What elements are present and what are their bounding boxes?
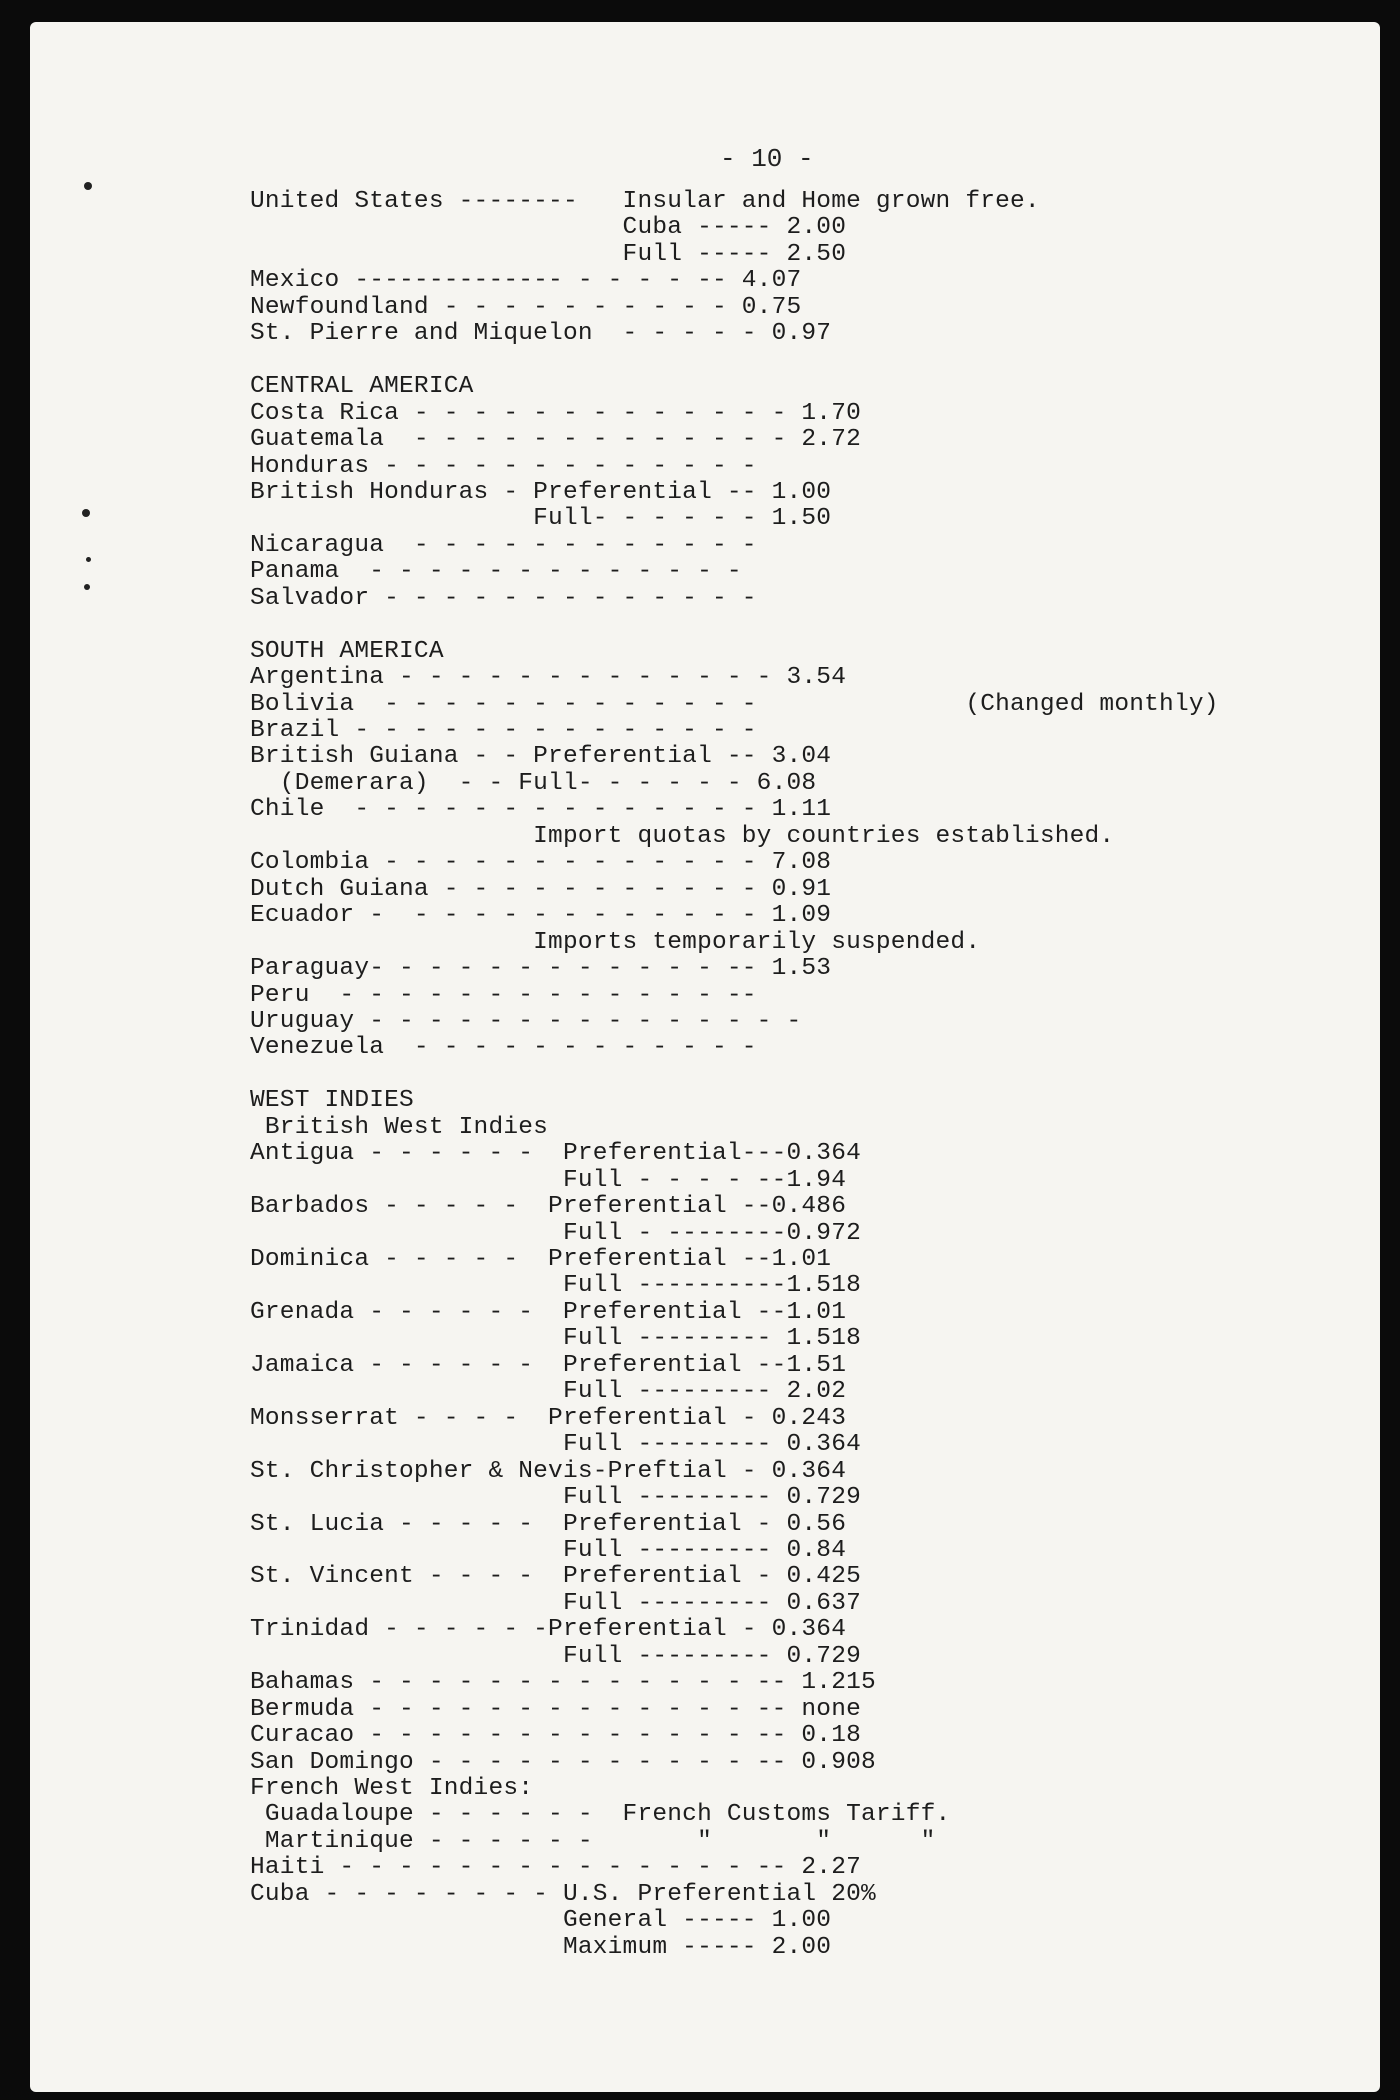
text-line: Full --------- 1.518 [250, 1325, 861, 1353]
text-line: Import quotas by countries established. [250, 822, 1115, 850]
text-line: Cuba - - - - - - - - U.S. Preferential 20% [250, 1880, 876, 1908]
text-line: Dutch Guiana - - - - - - - - - - - 0.91 [250, 875, 832, 903]
text-line: Full - --------0.972 [250, 1219, 861, 1247]
margin-mark [84, 584, 90, 590]
text-line: (Demerara) - - Full- - - - - - 6.08 [250, 769, 817, 797]
margin-mark [82, 509, 90, 517]
text-line: Chile - - - - - - - - - - - - - - 1.11 [250, 796, 832, 824]
text-line: Uruguay - - - - - - - - - - - - - - - [250, 1007, 802, 1035]
text-line: Haiti - - - - - - - - - - - - - - -- 2.27 [250, 1854, 861, 1882]
text-line: French West Indies: [250, 1775, 534, 1802]
text-line: Colombia - - - - - - - - - - - - - 7.08 [250, 849, 832, 877]
text-line: Curacao - - - - - - - - - - - - - -- 0.18 [250, 1722, 861, 1750]
text-line: Bermuda - - - - - - - - - - - - - -- none [250, 1695, 861, 1723]
text-line: Full ----- 2.50 [250, 240, 847, 268]
text-line: United States -------- Insular and Home grown free. [250, 188, 1040, 215]
text-line: St. Christopher & Nevis-Preftial - 0.364 [250, 1457, 847, 1485]
text-line: Full --------- 2.02 [250, 1378, 847, 1406]
text-line: Martinique - - - - - - " " " [250, 1827, 936, 1855]
text-line: British Guiana - - Preferential -- 3.04 [250, 743, 832, 771]
text-line: Full --------- 0.729 [250, 1642, 861, 1670]
text-line: Full --------- 0.637 [250, 1589, 861, 1617]
text-line: Newfoundland - - - - - - - - - - 0.75 [250, 293, 802, 321]
text-line: Peru - - - - - - - - - - - - - -- [250, 981, 757, 1009]
page-number: - 10 - [720, 144, 814, 174]
text-line: Cuba ----- 2.00 [250, 214, 847, 242]
text-line: Imports temporarily suspended. [250, 928, 981, 956]
text-line: Full ----------1.518 [250, 1272, 861, 1300]
text-line: Panama - - - - - - - - - - - - - [250, 558, 742, 586]
text-line: Mexico -------------- - - - - -- 4.07 [250, 267, 802, 295]
text-line: Argentina - - - - - - - - - - - - - 3.54 [250, 664, 847, 692]
text-line: Antigua - - - - - - Preferential---0.364 [250, 1140, 861, 1168]
text-line: SOUTH AMERICA [250, 637, 444, 665]
text-line: British Honduras - Preferential -- 1.00 [250, 478, 832, 506]
text-line: St. Vincent - - - - Preferential - 0.425 [250, 1563, 861, 1591]
text-line: Ecuador - - - - - - - - - - - - - 1.09 [250, 902, 832, 930]
text-line: Guatemala - - - - - - - - - - - - - 2.72 [250, 426, 861, 454]
text-line: Nicaragua - - - - - - - - - - - - [250, 531, 757, 559]
text-line: Venezuela - - - - - - - - - - - - [250, 1034, 757, 1062]
text-line: Bolivia - - - - - - - - - - - - - (Changed monthly) [250, 690, 1219, 718]
text-line: Salvador - - - - - - - - - - - - - [250, 584, 757, 612]
text-line: St. Pierre and Miquelon - - - - - 0.97 [250, 320, 832, 348]
text-line: Full --------- 0.84 [250, 1536, 847, 1564]
text-line: Full --------- 0.364 [250, 1431, 861, 1459]
text-line: General ----- 1.00 [250, 1907, 832, 1935]
text-line: British West Indies [250, 1113, 549, 1141]
text-line: Trinidad - - - - - -Preferential - 0.364 [250, 1616, 847, 1644]
text-line: WEST INDIES [250, 1087, 414, 1115]
tariff-list [30, 22, 1380, 2092]
text-line: Monsserrat - - - - Preferential - 0.243 [250, 1404, 847, 1432]
text-line: Jamaica - - - - - - Preferential --1.51 [250, 1351, 847, 1379]
document-page [30, 22, 1380, 2092]
text-line: Grenada - - - - - - Preferential --1.01 [250, 1298, 847, 1326]
text-line: Maximum ----- 2.00 [250, 1933, 832, 1961]
text-line: Brazil - - - - - - - - - - - - - - [250, 717, 757, 744]
text-line: Guadaloupe - - - - - - French Customs Tariff. [250, 1801, 951, 1829]
text-line: Paraguay- - - - - - - - - - - - -- 1.53 [250, 955, 832, 983]
text-line: San Domingo - - - - - - - - - - - -- 0.908 [250, 1748, 876, 1776]
margin-mark [86, 557, 91, 562]
text-line: Bahamas - - - - - - - - - - - - - -- 1.215 [250, 1669, 876, 1697]
text-line: Full- - - - - - 1.50 [250, 505, 832, 533]
text-line: Dominica - - - - - Preferential --1.01 [250, 1246, 832, 1273]
text-line: Costa Rica - - - - - - - - - - - - - 1.70 [250, 399, 861, 427]
text-line: Honduras - - - - - - - - - - - - - [250, 452, 757, 480]
text-line: Full --------- 0.729 [250, 1484, 861, 1512]
text-line: CENTRAL AMERICA [250, 373, 474, 401]
text-line: St. Lucia - - - - - Preferential - 0.56 [250, 1510, 847, 1538]
margin-mark [84, 182, 92, 190]
text-line: Full - - - - --1.94 [250, 1166, 847, 1194]
text-line: Barbados - - - - - Preferential --0.486 [250, 1193, 847, 1221]
